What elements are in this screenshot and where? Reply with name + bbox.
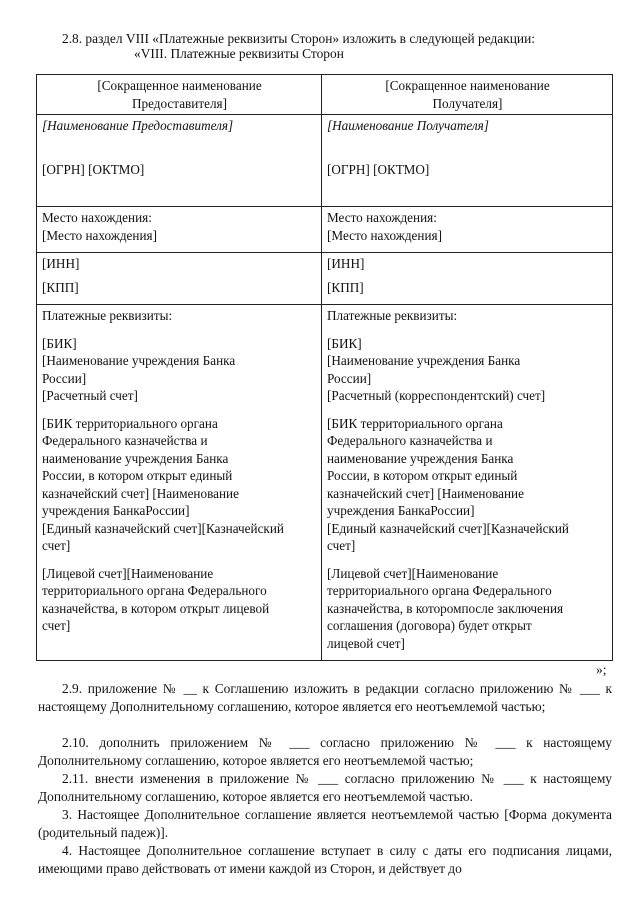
provider-treasury-line: Федерального казначейства и bbox=[42, 433, 208, 448]
provider-bank-line: [Расчетный счет] bbox=[42, 388, 138, 403]
recipient-treasury-line: [Единый казначейский счет][Казначейский bbox=[327, 520, 569, 536]
recipient-inn: [ИНН] bbox=[327, 256, 365, 271]
paragraph-3: 3. Настоящее Дополнительное соглашение является неотъемлемой частью [Форма документа (родительный падеж)]. bbox=[38, 807, 612, 840]
recipient-bank-line: [Расчетный (корреспондентский) счет] bbox=[327, 388, 546, 403]
provider-header-line: [Сокращенное наименование bbox=[97, 78, 262, 93]
table-row-payment bbox=[37, 305, 613, 661]
closing-quote: »; bbox=[596, 662, 607, 677]
recipient-header-line: [Сокращенное наименование bbox=[385, 78, 550, 93]
recipient-account-line: соглашения (договора) будет открыт bbox=[327, 618, 532, 633]
provider-location-value: [Место нахождения] bbox=[42, 227, 157, 243]
recipient-treasury-line: России, в котором открыт единый bbox=[327, 468, 518, 483]
provider-payment-cell bbox=[37, 305, 322, 661]
provider-payment-label: Платежные реквизиты: bbox=[42, 308, 173, 323]
provider-treasury-line: счет] bbox=[42, 538, 71, 553]
provider-account-line: территориального органа Федерального bbox=[42, 583, 267, 598]
recipient-payment-cell bbox=[322, 305, 613, 661]
recipient-bank-line: [БИК] bbox=[327, 335, 362, 351]
payment-details-table bbox=[36, 74, 613, 661]
recipient-treasury-line: [БИК территориального органа bbox=[327, 415, 503, 431]
provider-name: [Наименование Предоставителя] bbox=[42, 118, 234, 133]
provider-kpp: [КПП] bbox=[42, 279, 79, 295]
recipient-location-cell bbox=[322, 207, 613, 253]
paragraph-2-10: 2.10. дополнить приложением № ___ согласно приложению № ___ к настоящему Дополнительному соглашению, которое является его неотъемлемой частью; bbox=[38, 735, 612, 768]
provider-name-cell bbox=[37, 115, 322, 207]
recipient-account-line: [Лицевой счет][Наименование bbox=[327, 565, 499, 581]
provider-treasury-line: учреждения БанкаРоссии] bbox=[42, 503, 190, 518]
section-title: «VIII. Платежные реквизиты Сторон bbox=[134, 46, 344, 61]
table-row-name bbox=[37, 115, 613, 207]
recipient-header-cell bbox=[322, 75, 613, 115]
recipient-account-line: лицевой счет] bbox=[327, 635, 405, 651]
provider-location-cell bbox=[37, 207, 322, 253]
recipient-header-line: Получателя] bbox=[432, 95, 503, 111]
provider-treasury-line: [БИК территориального органа bbox=[42, 415, 218, 431]
recipient-kpp: [КПП] bbox=[327, 279, 364, 295]
provider-account-line: казначейства, в котором открыт лицевой bbox=[42, 600, 270, 616]
provider-treasury-line: России, в котором открыт единый bbox=[42, 468, 233, 483]
provider-treasury-line: казначейский счет] [Наименование bbox=[42, 485, 239, 501]
provider-bank-line: [Наименование учреждения Банка bbox=[42, 353, 236, 368]
provider-header-cell bbox=[37, 75, 322, 115]
paragraph-4: 4. Настоящее Дополнительное соглашение вступает в силу с даты его подписания лицами, имеющими право действовать от имени каждой из Сторон, и действует до bbox=[38, 843, 612, 876]
recipient-bank-line: [Наименование учреждения Банка bbox=[327, 353, 521, 368]
provider-treasury-line: наименование учреждения Банка bbox=[42, 450, 229, 466]
recipient-name: [Наименование Получателя] bbox=[327, 118, 489, 133]
table-row-header bbox=[37, 75, 613, 115]
section-heading: 2.8. раздел VIII «Платежные реквизиты Сторон» изложить в следующей редакции: bbox=[62, 31, 535, 46]
recipient-treasury-line: учреждения БанкаРоссии] bbox=[327, 503, 475, 518]
recipient-bank-line: России] bbox=[327, 370, 372, 386]
recipient-location-label: Место нахождения: bbox=[327, 210, 437, 225]
provider-location-label: Место нахождения: bbox=[42, 210, 152, 225]
provider-account-line: [Лицевой счет][Наименование bbox=[42, 565, 214, 581]
provider-treasury-line: [Единый казначейский счет][Казначейский bbox=[42, 520, 284, 536]
recipient-account-line: казначейства, в которомпосле заключения bbox=[327, 600, 564, 616]
paragraph-2-11: 2.11. внести изменения в приложение № ___ согласно приложению № ___ к настоящему Дополнительному соглашению, которое является его неотъемлемой частью. bbox=[38, 771, 612, 804]
recipient-location-value: [Место нахождения] bbox=[327, 227, 442, 243]
recipient-treasury-line: счет] bbox=[327, 538, 356, 553]
table-row-inn-kpp bbox=[37, 253, 613, 305]
recipient-account-line: территориального органа Федерального bbox=[327, 583, 552, 598]
recipient-treasury-line: наименование учреждения Банка bbox=[327, 450, 514, 466]
provider-ogrn: [ОГРН] [ОКТМО] bbox=[42, 161, 145, 177]
recipient-ogrn: [ОГРН] [ОКТМО] bbox=[327, 161, 430, 177]
provider-inn-cell bbox=[37, 253, 322, 305]
recipient-inn-cell bbox=[322, 253, 613, 305]
recipient-name-cell bbox=[322, 115, 613, 207]
provider-bank-line: России] bbox=[42, 370, 87, 386]
recipient-treasury-line: Федерального казначейства и bbox=[327, 433, 493, 448]
recipient-treasury-line: казначейский счет] [Наименование bbox=[327, 485, 524, 501]
table-row-location bbox=[37, 207, 613, 253]
recipient-payment-label: Платежные реквизиты: bbox=[327, 308, 458, 323]
provider-bank-line: [БИК] bbox=[42, 335, 77, 351]
provider-account-line: счет] bbox=[42, 618, 71, 633]
paragraph-2-9: 2.9. приложение № __ к Соглашению изложить в редакции согласно приложению № ___ к настоящему Дополнительному соглашению, которое является его неотъемлемой частью; bbox=[38, 681, 612, 714]
provider-header-line: Предоставителя] bbox=[132, 95, 227, 111]
provider-inn: [ИНН] bbox=[42, 256, 80, 271]
